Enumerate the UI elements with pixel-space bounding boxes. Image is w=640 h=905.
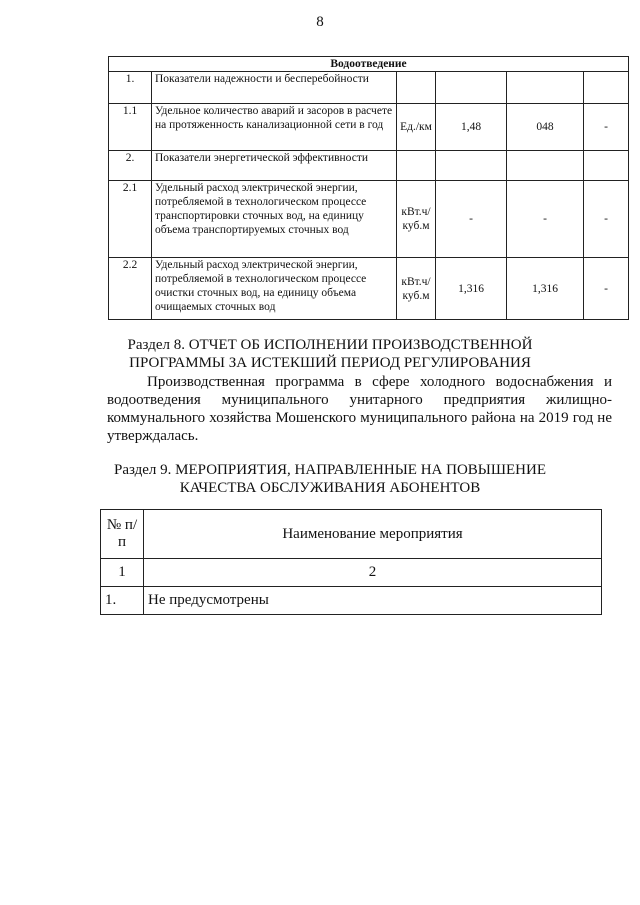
value-cell [436, 151, 507, 181]
row-number: 1.1 [109, 104, 152, 151]
row-number: 2.2 [109, 258, 152, 320]
indicator-name: Удельный расход электрической энергии, потребляемой в технологическом процессе очистки сточных вод, на единицу объема очищаемых сточных вод [152, 258, 397, 320]
table-index-row [101, 559, 602, 587]
indicator-name: Удельный расход электрической энергии, потребляемой в технологическом процессе транспортировки сточных вод, на единицу объема транспортируемых сточных вод [152, 181, 397, 258]
col-name-index: 2 [144, 559, 602, 587]
value-cell [584, 72, 629, 104]
section-8-paragraph: Производственная программа в сфере холодного водоснабжения и водоотведения муниципального унитарного предприятия жилищно-коммунального хозяйства Мошенского муниципального района на 2019 год не утверждалась. [107, 374, 612, 444]
table-row [109, 181, 629, 258]
table-header-row [101, 510, 602, 559]
row-number: 2. [109, 151, 152, 181]
table-row [109, 72, 629, 104]
unit-cell [397, 151, 436, 181]
indicator-name: Показатели энергетической эффективности [152, 151, 397, 181]
row-number: 1. [101, 587, 144, 615]
row-number: 1. [109, 72, 152, 104]
value-cell: 1,316 [436, 258, 507, 320]
table-section-header: Водоотведение [109, 57, 629, 72]
section-8-title [100, 336, 560, 372]
table-row [109, 151, 629, 181]
col-name-header: Наименование мероприятия [144, 510, 602, 559]
indicators-table [108, 56, 629, 320]
indicator-name: Удельное количество аварий и засоров в расчете на протяженность канализационной сети в год [152, 104, 397, 151]
col-number-header: № п/п [101, 510, 144, 559]
table-row [109, 258, 629, 320]
value-cell: - [436, 181, 507, 258]
indicator-name: Показатели надежности и бесперебойности [152, 72, 397, 104]
section-9-title [100, 461, 560, 497]
measure-name: Не предусмотрены [144, 587, 602, 615]
measures-table [100, 509, 602, 615]
value-cell: 048 [507, 104, 584, 151]
value-cell: 1,316 [507, 258, 584, 320]
section-8-title-line: Раздел 8. ОТЧЕТ ОБ ИСПОЛНЕНИИ ПРОИЗВОДСТВЕННОЙ [127, 337, 533, 353]
page-number: 8 [316, 14, 324, 30]
unit-cell [397, 72, 436, 104]
value-cell [507, 72, 584, 104]
value-cell: - [584, 104, 629, 151]
value-cell [507, 151, 584, 181]
value-cell: - [507, 181, 584, 258]
value-cell: 1,48 [436, 104, 507, 151]
value-cell [584, 151, 629, 181]
section-9-title-line: Раздел 9. МЕРОПРИЯТИЯ, НАПРАВЛЕННЫЕ НА ПОВЫШЕНИЕ [113, 462, 547, 478]
col-number-index: 1 [101, 559, 144, 587]
value-cell: - [584, 181, 629, 258]
value-cell: - [584, 258, 629, 320]
section-9-title-line: КАЧЕСТВА ОБСЛУЖИВАНИЯ АБОНЕНТОВ [179, 480, 481, 496]
row-number: 2.1 [109, 181, 152, 258]
table-row [109, 104, 629, 151]
table-row [101, 587, 602, 615]
unit-cell: Ед./км [397, 104, 436, 151]
section-8-title-line: ПРОГРАММЫ ЗА ИСТЕКШИЙ ПЕРИОД РЕГУЛИРОВАНИЯ [129, 355, 531, 371]
value-cell [436, 72, 507, 104]
unit-cell: кВт.ч/куб.м [397, 181, 436, 258]
unit-cell: кВт.ч/куб.м [397, 258, 436, 320]
